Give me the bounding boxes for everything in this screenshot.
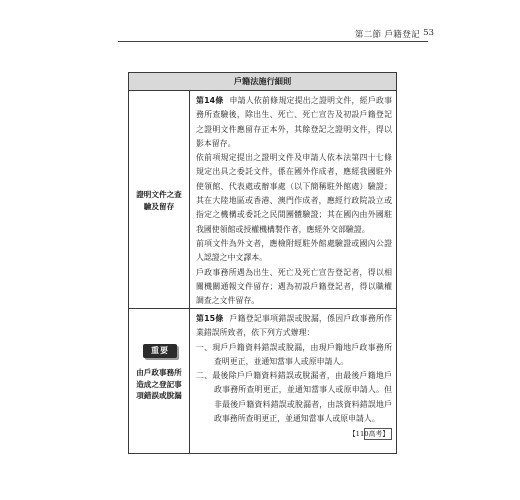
regulation-table [128, 72, 397, 454]
section-title: 第二節 戶籍登記 [354, 30, 420, 40]
table-title: 戶籍法施行細則 [129, 73, 396, 91]
paragraph-text: 申請人依前條規定提出之證明文件，經戶政事務所查驗後，除出生、死亡、死亡宣告及初設戶籍登記之證明文件應留存正本外，其餘登記之證明文件，得以影本留存。 [196, 96, 392, 148]
paragraph: 依前項規定提出之證明文件及申請人依本法第四十七條規定出具之委託文件，係在國外作成者，應經我國駐外使領館、代表處或辦事處（以下簡稱駐外館處）驗證；其在大陸地區或香港、澳門作成者，應經行政院設立或指定之機構或委託之民間團體驗證；其在國內由外國駐我國使領館或授權機構製作者，應經外交部驗證。 [196, 153, 392, 234]
list-item [196, 369, 392, 439]
page-number: 53 [423, 28, 434, 38]
article-number: 第15條 [196, 314, 224, 323]
column-divider [189, 91, 190, 454]
running-header [0, 28, 520, 44]
row1-content [196, 94, 392, 308]
paragraph: 前項文件為外文者，應檢附經駐外館處驗證或國內公證人認證之中文譯本。 [196, 238, 392, 263]
row2-label-line: 造成之登記事 [136, 379, 182, 389]
article-15-paragraph [196, 312, 392, 341]
paragraph: 戶政事務所遇為出生、死亡及死亡宣告登記者，得以相關機關通報文件留存；遇為初設戶籍登記者，得以職權調查之文件留存。 [196, 267, 392, 306]
row2-label-line: 由戶政事務所 [136, 368, 182, 377]
exam-tag: 【110高考】 [364, 428, 392, 440]
important-badge: 重要 [143, 344, 177, 358]
row1-label-line: 驗及留存 [143, 201, 175, 211]
article-number: 第14條 [196, 96, 224, 105]
article-14-paragraph [196, 94, 392, 151]
paragraph-text: 戶籍登記事項錯誤或脫漏，係因戶政事務所作業錯誤所致者，依下列方式辦理： [196, 314, 392, 338]
row2-content [196, 312, 392, 440]
list-item: 一、現戶戶籍資料錯誤或脫漏，由現戶籍地戶政事務所查明更正，並通知當事人或原申請人。 [196, 342, 392, 366]
list-item-text: 二、最後除戶戶籍資料錯誤或脫漏者，由最後戶籍地戶政事務所查明更正，並通知當事人或原申請人。但非最後戶籍資料錯誤或脫漏者，由該資料錯誤地戶政事務所查明更正，並通知當事人或原申請人。 [196, 371, 392, 424]
row2-label-line: 項錯誤或脫漏 [136, 391, 182, 400]
header-rule [118, 41, 428, 42]
row2-label [133, 367, 185, 402]
row1-label [133, 189, 185, 212]
row1-label-line: 證明文件之查 [136, 190, 182, 199]
